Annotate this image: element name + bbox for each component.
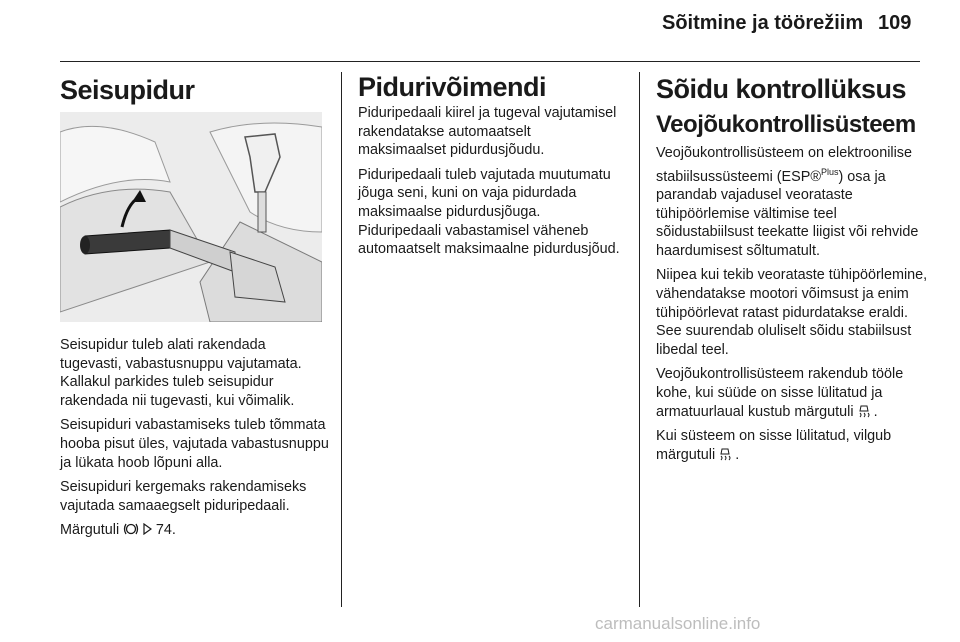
parking-brake-section: [60, 72, 330, 546]
text-run: Veojõukontrollisüsteem rakendub tööle kohe, kui süüde on sisse lülitatud ja armatuurlaual kustub märgutuli: [656, 366, 904, 420]
brake-warning-icon: [123, 522, 143, 537]
text-run: Kui süsteem on sisse lülitatud, vilgub märgutuli: [656, 428, 892, 463]
page-reference[interactable]: 74.: [155, 522, 176, 539]
section-heading: Sõidu kontrollüksus: [656, 74, 907, 104]
drive-control-section: [656, 72, 928, 470]
paragraph: [60, 521, 330, 540]
handbrake-drawing: [60, 112, 322, 322]
paragraph: Seisupidur tuleb alati rakendada tugevasti, vabastusnuppu vajutamata. Kallakul parkides tuleb seisupidur rakendada nii tugevasti, kui võimalik.: [60, 337, 302, 409]
column-divider: [639, 72, 640, 607]
section-heading: Seisupidur: [60, 75, 195, 105]
paragraph: Seisupiduri vabastamiseks tuleb tõmmata hooba pisut üles, vajutada vabastusnuppu ja lükata hoob lõpuni alla.: [60, 417, 329, 471]
text-run: Veojõukontrollisüsteem on elektroonilise stabiilsussüsteemi (ESP®: [656, 145, 912, 185]
watermark: carmanualsonline.info: [595, 614, 761, 633]
paragraph: Niipea kui tekib veorataste tühipöörlemine, vähendatakse mootori võimsust ja enim tühipöörlevat ratast pidurdatakse eraldi. See suurendab oluliselt sõidu stabiilsust libedal teel.: [656, 267, 928, 358]
column-divider: [341, 72, 342, 607]
running-title: Sõitmine ja töörežiim: [662, 12, 864, 34]
paragraph: [656, 365, 928, 421]
page-number: 109: [878, 12, 912, 34]
header-rule: [60, 61, 920, 62]
traction-control-icon: [858, 404, 874, 420]
paragraph: Seisupiduri kergemaks rakendamiseks vajutada samaaegselt piduripedaali.: [60, 479, 307, 514]
handbrake-illustration: [60, 112, 322, 322]
section-heading: Pidurivõimendi: [358, 72, 547, 102]
paragraph: [656, 144, 928, 260]
subsection-heading: Veojõukontrollisüsteem: [656, 111, 916, 138]
paragraph: [656, 427, 928, 464]
paragraph: Piduripedaali kiirel ja tugeval vajutamisel rakendatakse automaatselt maksimaalset pidurdusjõudu.: [358, 105, 617, 159]
traction-control-icon: [719, 447, 735, 463]
text-run: .: [873, 403, 878, 420]
brake-assist-section: [358, 72, 620, 265]
text-run: .: [735, 446, 740, 463]
warning-lamp-label: Märgutuli: [60, 522, 120, 539]
text-run: ) osa ja parandab vajadusel veorataste tühipöörlemise vältimise teel sõidustabiilsust teekatte liigist või rehvide haardumisest sõltumatult.: [656, 168, 919, 259]
superscript: Plus: [820, 166, 839, 177]
page-reference-icon[interactable]: [143, 522, 156, 538]
paragraph: Piduripedaali tuleb vajutada muutumatu jõuga seni, kuni on vaja pidurdada maksimaalse pidurdusjõuga. Piduripedaali vabastamisel väheneb automaatselt maksimaalne pidurdusjõud.: [358, 166, 620, 258]
